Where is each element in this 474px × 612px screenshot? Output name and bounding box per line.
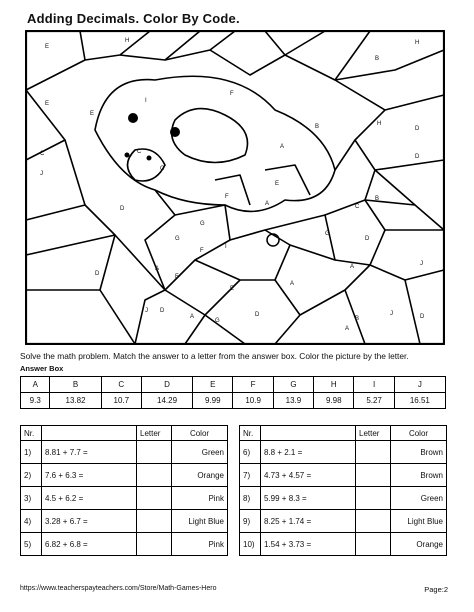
region-letter: F bbox=[175, 274, 179, 280]
region-letter: G bbox=[200, 221, 205, 227]
region-letter: C bbox=[40, 151, 45, 157]
answer-box-letters-row bbox=[21, 377, 446, 393]
answer-value: 10.7 bbox=[101, 393, 141, 409]
problem-nr: 1) bbox=[21, 441, 42, 464]
answer-value: 13.82 bbox=[50, 393, 101, 409]
region-letter: E bbox=[275, 181, 280, 187]
problem-row bbox=[21, 487, 228, 510]
footer-url[interactable]: https://www.teacherspayteachers.com/Store/Math-Games-Hero bbox=[20, 585, 217, 592]
letter-answer-cell[interactable] bbox=[356, 441, 391, 464]
problem-color: Orange bbox=[172, 464, 228, 487]
letter-answer-cell[interactable] bbox=[137, 464, 172, 487]
answer-letter: C bbox=[101, 377, 141, 393]
region-letter: B bbox=[355, 316, 360, 322]
region-letter: F bbox=[225, 194, 229, 200]
region-letter: E bbox=[90, 111, 95, 117]
region-letter: C bbox=[160, 166, 165, 172]
problem-equation: 4.73 + 4.57 = bbox=[261, 464, 356, 487]
region-letter: A bbox=[190, 314, 195, 320]
problem-color: Green bbox=[172, 441, 228, 464]
answer-box bbox=[20, 376, 446, 409]
answer-value: 9.3 bbox=[21, 393, 50, 409]
problem-nr: 5) bbox=[21, 533, 42, 556]
letter-answer-cell[interactable] bbox=[356, 464, 391, 487]
region-letter: B bbox=[375, 196, 380, 202]
answer-letter: E bbox=[193, 377, 233, 393]
region-letter: D bbox=[255, 312, 260, 318]
letter-answer-cell[interactable] bbox=[137, 441, 172, 464]
region-letter: J bbox=[40, 171, 43, 177]
letter-answer-cell[interactable] bbox=[137, 510, 172, 533]
problem-equation: 8.81 + 7.7 = bbox=[42, 441, 137, 464]
problem-row bbox=[240, 487, 447, 510]
worksheet-title: Adding Decimals. Color By Code. bbox=[27, 11, 240, 26]
letter-answer-cell[interactable] bbox=[356, 533, 391, 556]
region-letter: J bbox=[420, 261, 423, 267]
region-letter: A bbox=[350, 264, 355, 270]
region-letter: A bbox=[290, 281, 295, 287]
answer-letter: A bbox=[21, 377, 50, 393]
problem-color: Pink bbox=[172, 487, 228, 510]
region-letter: G bbox=[175, 236, 180, 242]
answer-value: 16.51 bbox=[394, 393, 445, 409]
problem-color: Brown bbox=[391, 441, 447, 464]
region-letter: D bbox=[415, 154, 420, 160]
problem-color: Brown bbox=[391, 464, 447, 487]
instructions: Solve the math problem. Match the answer to a letter from the answer box. Color the picture by the letter. bbox=[20, 351, 409, 361]
problem-nr: 9) bbox=[240, 510, 261, 533]
problem-nr: 6) bbox=[240, 441, 261, 464]
page-number: Page:2 bbox=[424, 585, 448, 594]
letter-answer-cell[interactable] bbox=[137, 533, 172, 556]
problem-row bbox=[21, 510, 228, 533]
region-letter: C bbox=[137, 149, 142, 155]
region-letter: I bbox=[145, 98, 147, 104]
header-color: Color bbox=[391, 426, 447, 441]
problem-color: Green bbox=[391, 487, 447, 510]
answer-box-values-row bbox=[21, 393, 446, 409]
region-letter: H bbox=[415, 40, 420, 46]
problem-color: Light Blue bbox=[391, 510, 447, 533]
problem-equation: 8.8 + 2.1 = bbox=[261, 441, 356, 464]
problem-row bbox=[21, 464, 228, 487]
problem-nr: 10) bbox=[240, 533, 261, 556]
region-letter: A bbox=[280, 144, 285, 150]
answer-box-label: Answer Box bbox=[20, 364, 64, 373]
problem-color: Light Blue bbox=[172, 510, 228, 533]
region-letter: C bbox=[355, 204, 360, 210]
region-letter: H bbox=[377, 121, 382, 127]
answer-letter: J bbox=[394, 377, 445, 393]
problem-row bbox=[240, 510, 447, 533]
answer-value: 14.29 bbox=[141, 393, 192, 409]
region-letter: A bbox=[345, 326, 350, 332]
region-letter: D bbox=[120, 206, 125, 212]
problem-equation: 1.54 + 3.73 = bbox=[261, 533, 356, 556]
problem-nr: 2) bbox=[21, 464, 42, 487]
answer-letter: I bbox=[354, 377, 394, 393]
problem-equation: 4.5 + 6.2 = bbox=[42, 487, 137, 510]
problem-row bbox=[21, 441, 228, 464]
problem-row bbox=[21, 533, 228, 556]
region-letter: D bbox=[95, 271, 100, 277]
answer-letter: G bbox=[273, 377, 313, 393]
region-letter: J bbox=[390, 311, 393, 317]
region-letter: D bbox=[160, 308, 165, 314]
region-letter: A bbox=[155, 266, 160, 272]
answer-letter: H bbox=[314, 377, 354, 393]
answer-value: 5.27 bbox=[354, 393, 394, 409]
header-equation bbox=[42, 426, 137, 441]
header-nr: Nr. bbox=[21, 426, 42, 441]
letter-answer-cell[interactable] bbox=[356, 487, 391, 510]
problem-equation: 6.82 + 6.8 = bbox=[42, 533, 137, 556]
answer-letter: F bbox=[233, 377, 273, 393]
region-letter: D bbox=[365, 236, 370, 242]
region-letter: A bbox=[265, 201, 270, 207]
table-header-row bbox=[21, 426, 228, 441]
answer-letter: B bbox=[50, 377, 101, 393]
table-header-row bbox=[240, 426, 447, 441]
region-letter: E bbox=[45, 44, 50, 50]
header-color: Color bbox=[172, 426, 228, 441]
problem-nr: 3) bbox=[21, 487, 42, 510]
problem-nr: 8) bbox=[240, 487, 261, 510]
region-letter: J bbox=[145, 308, 148, 314]
answer-value: 9.98 bbox=[314, 393, 354, 409]
problem-table-left bbox=[20, 425, 228, 556]
region-letter: D bbox=[420, 314, 425, 320]
answer-value: 9.99 bbox=[193, 393, 233, 409]
color-by-code-picture bbox=[25, 30, 445, 345]
problem-nr: 4) bbox=[21, 510, 42, 533]
problem-equation: 8.25 + 1.74 = bbox=[261, 510, 356, 533]
header-letter: Letter bbox=[356, 426, 391, 441]
region-letter: F bbox=[230, 91, 234, 97]
problem-nr: 7) bbox=[240, 464, 261, 487]
header-letter: Letter bbox=[137, 426, 172, 441]
header-equation bbox=[261, 426, 356, 441]
problem-table-right bbox=[239, 425, 447, 556]
region-letter: E bbox=[230, 286, 235, 292]
problem-color: Pink bbox=[172, 533, 228, 556]
region-letter: I bbox=[225, 244, 227, 250]
problem-color: Orange bbox=[391, 533, 447, 556]
answer-letter: D bbox=[141, 377, 192, 393]
problem-equation: 7.6 + 6.3 = bbox=[42, 464, 137, 487]
problem-equation: 3.28 + 6.7 = bbox=[42, 510, 137, 533]
region-letter: G bbox=[215, 318, 220, 324]
region-letter: B bbox=[315, 124, 320, 130]
problem-row bbox=[240, 533, 447, 556]
letter-answer-cell[interactable] bbox=[356, 510, 391, 533]
region-letter: B bbox=[375, 56, 380, 62]
region-letter: H bbox=[125, 38, 130, 44]
region-letter: G bbox=[325, 231, 330, 237]
problem-row bbox=[240, 464, 447, 487]
answer-value: 13.9 bbox=[273, 393, 313, 409]
region-letter: E bbox=[45, 101, 50, 107]
header-nr: Nr. bbox=[240, 426, 261, 441]
letter-answer-cell[interactable] bbox=[137, 487, 172, 510]
problem-row bbox=[240, 441, 447, 464]
region-letter: D bbox=[415, 126, 420, 132]
region-letter: F bbox=[200, 248, 204, 254]
answer-value: 10.9 bbox=[233, 393, 273, 409]
problem-equation: 5.99 + 8.3 = bbox=[261, 487, 356, 510]
